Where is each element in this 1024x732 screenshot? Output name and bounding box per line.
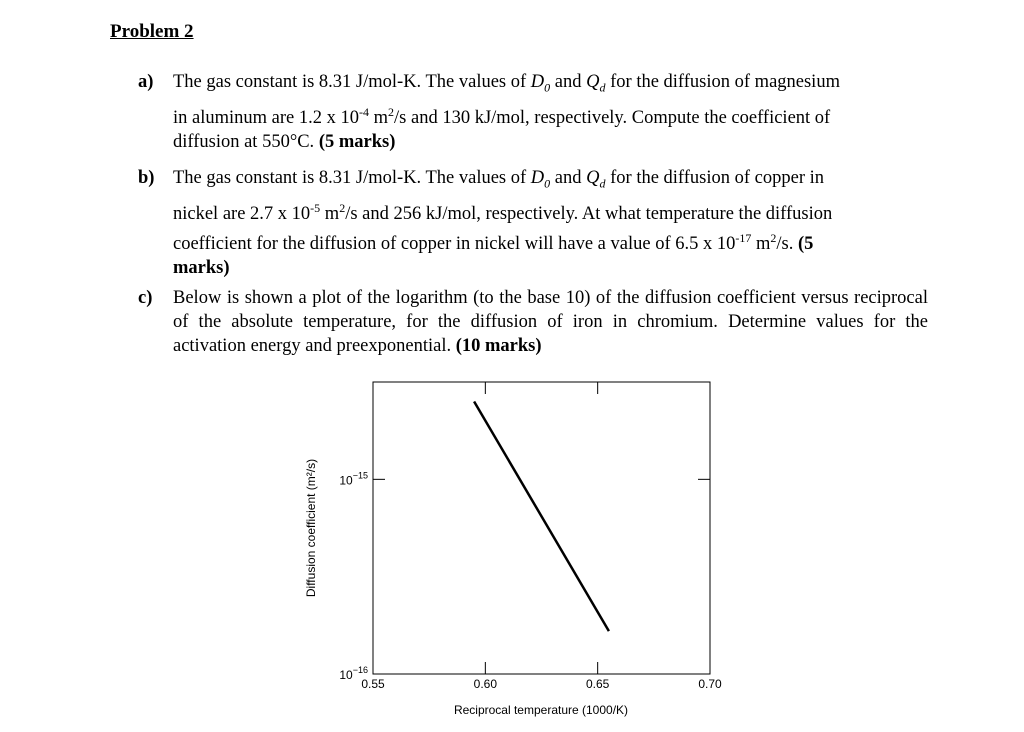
part-b-line1-end: for the diffusion of copper in [605, 168, 825, 188]
unit-m: m [369, 107, 389, 128]
part-b-label: b) [138, 168, 155, 188]
y-tick-label: $10^{-15}$ [339, 470, 368, 488]
data-series [474, 401, 609, 631]
exponent: -4 [359, 104, 369, 119]
part-a-line2-end: /s and 130 kJ/mol, respectively. Compute the coefficient of [394, 107, 831, 128]
unit-m: m [751, 234, 771, 254]
part-a-line1: The gas constant is 8.31 J/mol-K. The values of [173, 72, 531, 92]
part-c-marks: (10 marks) [455, 336, 542, 356]
exponent: -5 [310, 200, 321, 215]
qd-symbol: Q [586, 168, 600, 188]
plot-frame [373, 382, 710, 674]
y-axis-title: Diffusion coefficient (m²/s) [304, 458, 318, 598]
part-c-body: Below is shown a plot of the logarithm (to the base 10) of the diffusion coefficient versus reciprocal of the absolute temperature, for the diffusion of iron in chromium. Determine values for the activation energy and preexponential. [173, 288, 928, 356]
part-a-line3: diffusion at 550°C. [173, 131, 319, 152]
part-b-marks: (5 [797, 234, 814, 254]
part-b-marks-cont: marks) [173, 258, 230, 278]
and-text: and [550, 168, 587, 188]
squared: 2 [770, 230, 777, 245]
part-b-line3: coefficient for the diffusion of copper in nickel will have a value of 6.5 x 10 [173, 234, 736, 254]
d0-symbol: D [530, 72, 545, 92]
y-ticks [339, 470, 710, 682]
qd-subscript: d [599, 80, 606, 95]
series-line [474, 401, 609, 631]
part-b-line2: nickel are 2.7 x 10 [173, 203, 311, 224]
part-b-line1: The gas constant is 8.31 J/mol-K. The values of [173, 168, 531, 188]
part-a-line1-end: for the diffusion of magnesium [605, 72, 840, 92]
qd-symbol: Q [586, 72, 600, 92]
unit-m: m [320, 203, 340, 224]
d0-symbol: D [530, 168, 545, 188]
part-c-label: c) [138, 288, 153, 308]
qd-subscript: d [599, 176, 606, 191]
part-b-line2-end: /s and 256 kJ/mol, respectively. At what temperature the diffusion [345, 203, 833, 224]
problem-title: Problem 2 [110, 21, 194, 42]
x-tick-label: 0.65 [585, 677, 610, 691]
d0-subscript: 0 [544, 80, 551, 95]
d0-subscript: 0 [544, 176, 551, 191]
part-a-marks: (5 marks) [318, 131, 396, 152]
x-tick-label: 0.55 [361, 677, 385, 691]
x-tick-label: 0.60 [473, 677, 498, 691]
x-ticks [361, 382, 722, 691]
and-text: and [550, 72, 587, 92]
squared: 2 [339, 200, 346, 215]
x-axis-title: Reciprocal temperature (1000/K) [453, 703, 629, 717]
part-a-label: a) [138, 72, 154, 92]
exponent: -17 [735, 230, 752, 245]
y-tick-label: $10^{-16}$ [339, 665, 368, 682]
part-b-line3-end: /s. [776, 234, 798, 254]
squared: 2 [388, 104, 395, 119]
x-tick-label: 0.70 [698, 677, 722, 691]
part-a-line2: in aluminum are 1.2 x 10 [173, 107, 359, 128]
